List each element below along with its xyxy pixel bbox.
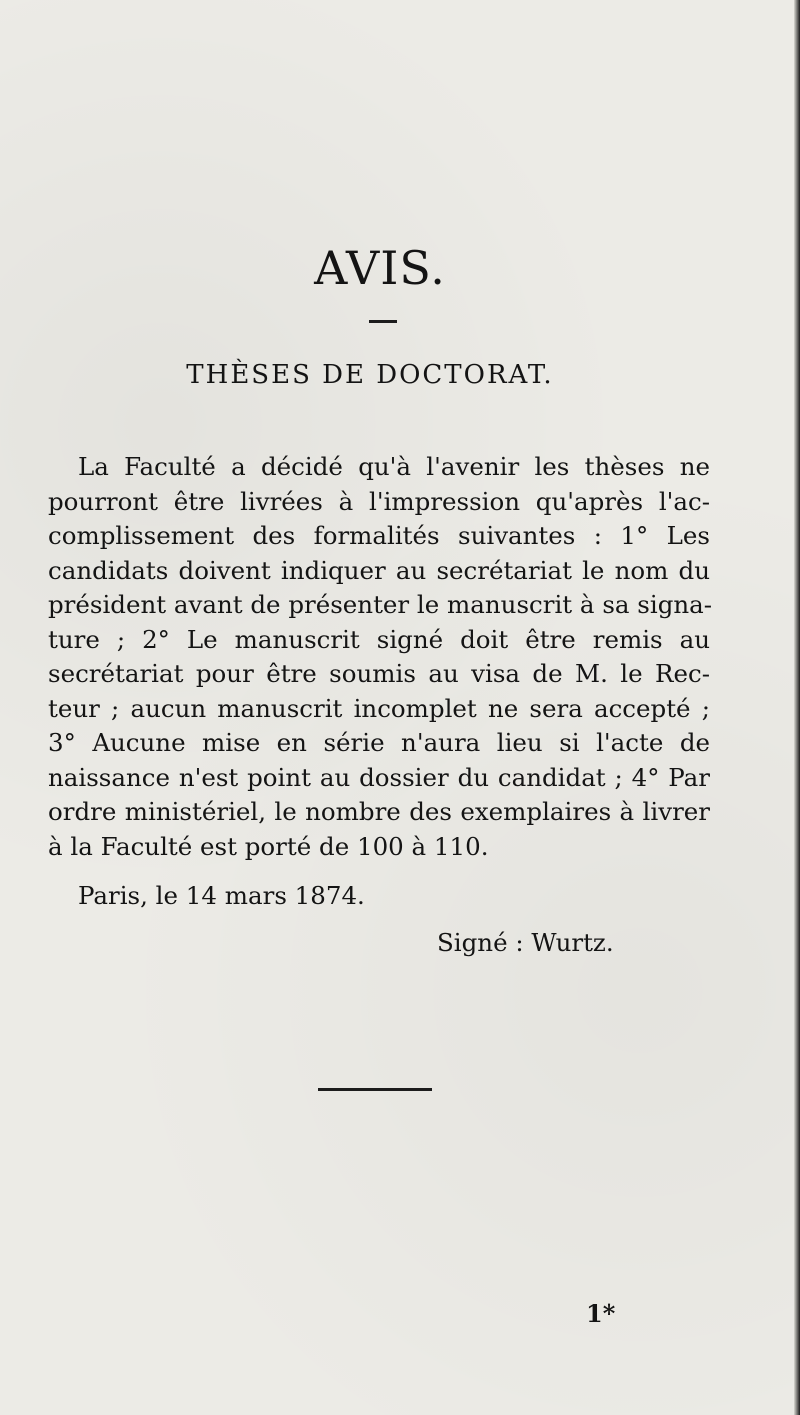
page-edge-shadow: [794, 0, 800, 1415]
section-heading: THÈSES DE DOCTORAT.: [186, 360, 554, 390]
paragraph-line: teur ; aucun manuscrit incomplet ne sera accepté ;: [48, 693, 710, 723]
signature-line: Signé : Wurtz.: [437, 928, 614, 957]
paragraph-line: ture ; 2° Le manuscrit signé doit être remis au: [48, 624, 710, 654]
paragraph-line: complissement des formalités suivantes : 1° Les: [48, 521, 710, 550]
paragraph-line: président avant de présenter le manuscrit à sa signa-: [48, 590, 713, 619]
paragraph-line: naissance n'est point au dossier du candidat ; 4° Par: [48, 762, 710, 792]
date-line: Paris, le 14 mars 1874.: [78, 881, 365, 910]
title-dash-divider: [369, 320, 397, 323]
paragraph-line: La Faculté a décidé qu'à l'avenir les thèses ne: [78, 452, 710, 481]
paragraph-line: ordre ministériel, le nombre des exemplaires à livrer: [48, 797, 710, 826]
paragraph-line: pourront être livrées à l'impression qu'après l'ac-: [48, 486, 710, 516]
closing-rule-divider: [318, 1088, 432, 1091]
notice-paragraph: [48, 450, 713, 864]
paragraph-line: 3° Aucune mise en série n'aura lieu si l'acte de: [48, 728, 710, 757]
paragraph-line: à la Faculté est porté de 100 à 110.: [48, 831, 489, 861]
page-title: AVIS.: [314, 241, 446, 295]
paragraph-line: secrétariat pour être soumis au visa de M. le Rec-: [48, 659, 710, 688]
paragraph-line: candidats doivent indiquer au secrétariat le nom du: [48, 555, 710, 585]
page-signature-mark: 1*: [586, 1299, 616, 1328]
